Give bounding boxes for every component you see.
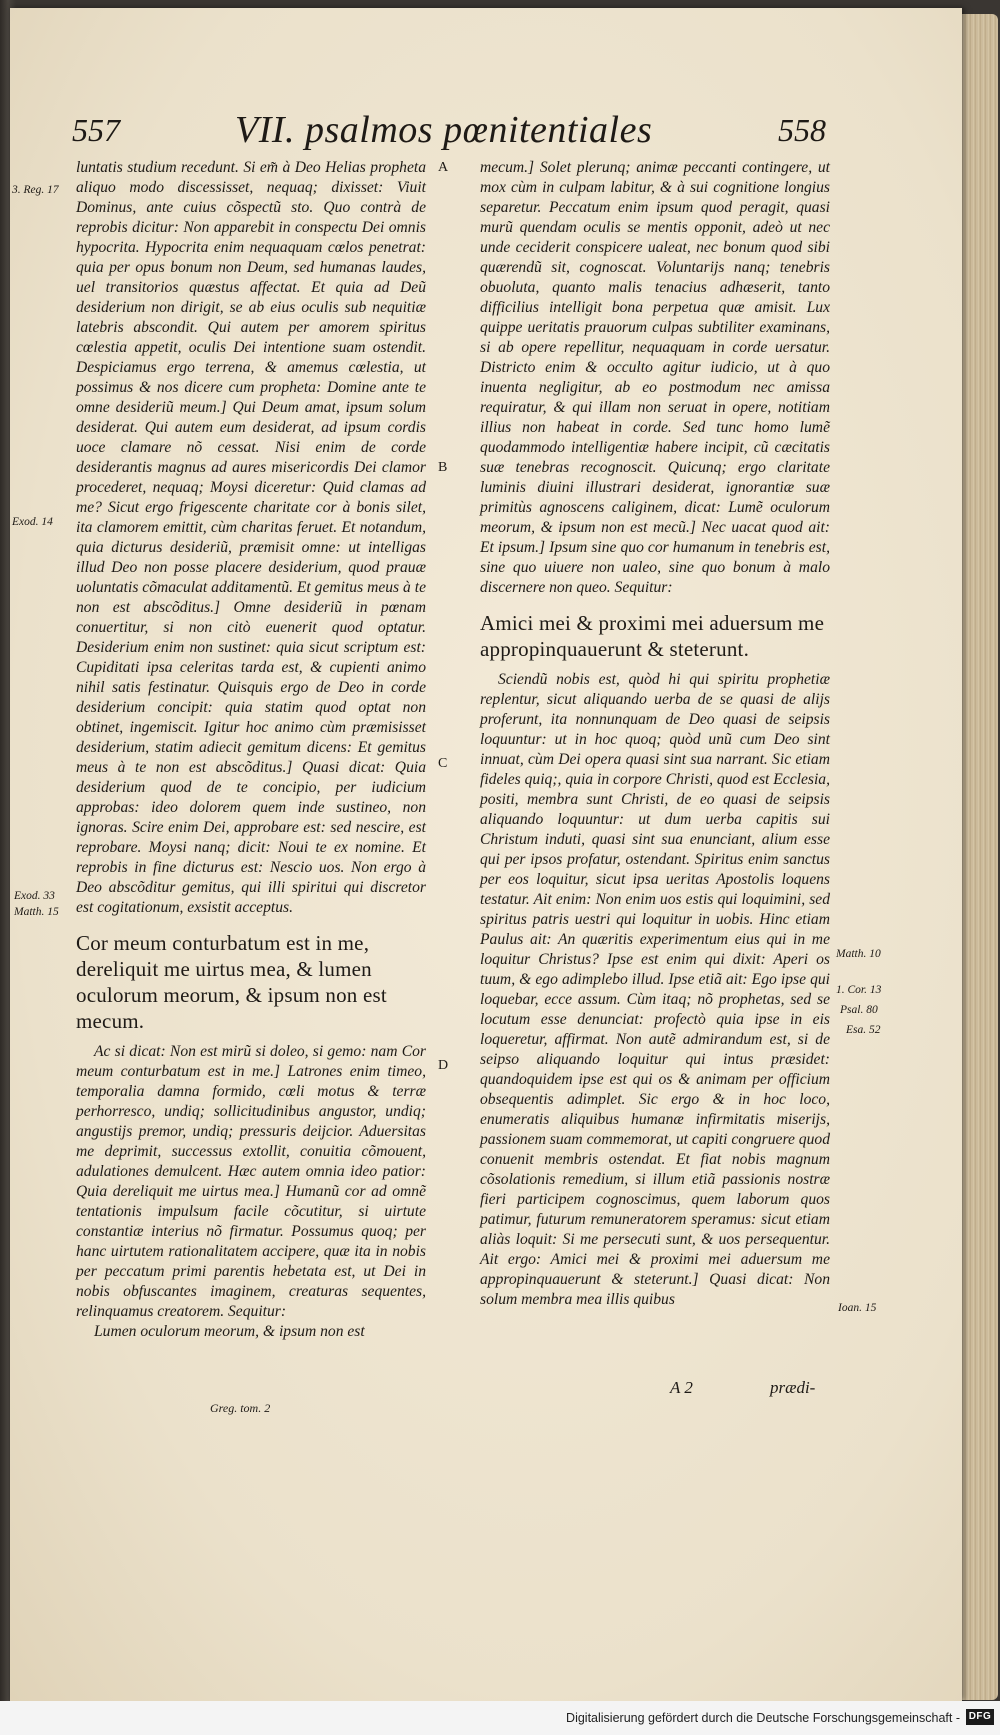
- dfg-logo: DFG: [966, 1709, 994, 1725]
- section-letter: C: [438, 756, 448, 771]
- margin-note-right: Esa. 52: [846, 1024, 881, 1036]
- funding-notice: Digitalisierung gefördert durch die Deutsche Forschungsgemeinschaft -: [566, 1711, 960, 1725]
- margin-note-left: Exod. 33: [14, 890, 55, 902]
- paragraph: mecum.] Solet plerunq; animæ peccanti contingere, ut mox cùm in culpam labitur, & à sui cognitione longius separetur. Peccatum enim ipsum quod peragit, quasi murũ quendam oculis se mentis opponit, adeò ut nec unde ceciderit conspicere ualeat, nec bonum quod sibi quærendũ sit, cognoscat. Voluntarijs nanq; tenebris obuoluta, quanto malis tenacius adhæserit, tanto difficilius intelligit bona perpetua quæ amisit. Lux quippe ueritatis prauorum culpas subtiliter examinans, si ab opere repellitur, nequaquam in corde uersatur. Districto enim & occulto agitur iudicio, ut à quo inuenta negligitur, ab eo postmodum nec amissa requiratur, & qui illam non seruat in opere, notitiam illius non habeat in corde. Sed tunc homo lumẽ quodammodo intelligentiæ habere incipit, cũ cæcitatis suæ tenebras recognoscit. Quicunq; ergo claritate luminis diuini illustrari desiderat, ignorantiæ suæ primitùs agnoscens caliginem, dicat: Lumẽ oculorum meorum, & ipsum non est mecũ.] Nec uacat quod ait: Et ipsum.] Ipsum sine quo cor humanum in tenebris est, sine quo uiuere non ualeo, sine quo bonum à malo discernere non queo. Sequitur:: [480, 159, 830, 596]
- verse-heading: Amici mei & proximi mei aduersum me appropinquauerunt & steterunt.: [480, 611, 825, 661]
- running-title: VII. psalmos pœnitentiales: [235, 109, 653, 151]
- margin-note-left: 3. Reg. 17: [12, 184, 59, 196]
- catchword: prædi-: [770, 1378, 816, 1397]
- margin-note-right: Matth. 10: [836, 948, 881, 960]
- folio-number-right: 558: [778, 112, 826, 148]
- page-header: [10, 108, 962, 154]
- catchword-line: Lumen oculorum meorum, & ipsum non est: [94, 1323, 365, 1340]
- margin-note-right: Ioan. 15: [838, 1302, 877, 1314]
- margin-note-left: Matth. 15: [14, 906, 59, 918]
- margin-note-left: Exod. 14: [12, 516, 53, 528]
- book-page: [10, 8, 962, 1701]
- paragraph: Sciendũ nobis est, quòd hi qui spiritu prophetiæ replentur, sicut aliquando uerba de se quasi de alijs proferunt, ita nonnunquam de Deo quasi de seipsis loquuntur: ut in hoc quoq; quòd unũ cum Deo sint innuat, cùm Dei opera quasi sint sua narrant. Sic etiam fideles quiq;, quia in corpore Christi, quod est Ecclesia, positi, membra sunt Christi, de eo quasi de seipsis aliquando loquuntur: ut dum uerba capitis sui Christum induti, quasi sint sua enunciant, alium esse qui per ipsos profatur, ostendant. Spiritus enim sanctus per eos loquitur, sicut ipsa ueritas Apostolis loquens testatur. Ait enim: Non enim uos estis qui loquimini, sed spiritus patris uestri qui loquitur in uobis. Hinc etiam Paulus ait: An quæritis experimentum eius qui in me loquitur Christus? Ipse est enim qui dixit: Aperi os tuum, & ego adimplebo illud. Ipse etiã ait: Ego ipse qui loquebar, ecce assum. Cùm itaq; nõ prophetas, sed se locutum esse denunciat: profectò quia ipse in eis loqueretur, affirmat. Non autẽ admirandum est, si de seipso aliquando loquitur qui intus præsidet: quandoquidem ipse est qui os & animam per officium obsequentis adimplet. Sic ergo & in hoc loco, enumeratis aliquibus humanæ infirmitatis miserijs, passionem suam commemorat, ut capiti congruere quod conuenit membris ostendat. Et fiat nobis magnum cõsolationis remedium, si illum etiã passionis nostræ fieri participem cognoscimus, quem laborum quos patimur, futurum remuneratorem speramus: sicut etiam aliàs loquit: Si me persecuti sunt, & uos persequentur. Ait ergo: Amici mei & proximi mei aduersum me appropinquauerunt & steterunt.] Quasi dicat: Non solum membra mea illis quibus: [480, 671, 830, 1308]
- section-letter: B: [438, 460, 448, 475]
- signature-mark: A 2: [670, 1378, 693, 1397]
- footer-bar: [0, 1701, 1000, 1735]
- margin-note-right: 1. Cor. 13: [836, 984, 882, 996]
- folio-number-left: 557: [72, 112, 120, 148]
- margin-note-right: Psal. 80: [840, 1004, 878, 1016]
- verse-heading: Cor meum conturbatum est in me, dereliquit me uirtus mea, & lumen oculorum meorum, & ipsum non est mecum.: [76, 931, 387, 1033]
- section-letter: D: [438, 1058, 449, 1073]
- text-column-left: [76, 158, 426, 1342]
- gathering-signature: Greg. tom. 2: [210, 1401, 271, 1415]
- page-edges: [962, 14, 998, 1700]
- paragraph: luntatis studium recedunt. Si em̃ à Deo Helias propheta aliquo modo discessisset, nequaq; dixisset: Viuit Dominus, ante cuius cõspectũ sto. Quo contrà de reprobis dicitur: Non apparebit in conspectu Dei omnis hypocrita. Hypocrita enim nequaquam cœlos penetrat: quia per opus bonum non Deum, sed humanas laudes, uel transitorios quæstus affectat. Et quia ad Deũ desiderium non dirigit, se ab eius oculis sub nequitiæ latebris abscondit. Qui autem per amorem spiritus cœlestia appetit, oculis Dei intentione suam ostendit. Despiciamus ergo terrena, & amemus cœlestia, ut possimus & nos dicere cum propheta: Domine ante te omne desideriũ meum.] Qui Deum amat, ipsum solum desiderat. Qui autem eum desiderat, ad ipsum cordis uoce clamare nõ cessat. Nisi enim de corde desiderantis magnus ad aures misericordis Dei clamor procederet, nequaq; Moysi diceretur: Quid clamas ad me? Sicut ergo frigescente charitate cor à bonis silet, ita clamorem emittit, cùm charitas feruet. Et notandum, quia dicturus desideriũ, præmisit omne: ut intelligas illud Deo non posse placere desiderium, quod prauæ uoluntatis cõmaculat additamentũ. Et gemitus meus à te non est abscõditus.] Omne desideriũ in pœnam conuertitur, si non citò euenerit quod optatur. Desiderium enim non sustinet: quia sicut scriptum est: Cupiditati ipsa celeritas tarda est, & cupienti animo nihil satis festinatur. Quisquis ergo de Deo in corde desiderium concipit: quia statim quod optat non obtinet, ingemiscit. Igitur hoc animo cùm præmisisset desiderium, statim adiecit gemitum dicens: Et gemitus meus à te non est abscõditus.] Quasi dicat: Quia desiderium quod de te concipio, per iudicium approbas: ideo dolorem quem inde sustineo, non ignoras. Scire enim Dei, approbare est: sed nescire, est reprobare. Moysi nanq; dicit: Noui te ex nomine. Et reprobis in fine dicturus est: Nescio uos. Non ergo à Deo abscõditur gemitus, qui illi spiritui qui discretor est cogitationum, exsistit acceptus.: [76, 159, 426, 916]
- text-column-right: [480, 158, 830, 1310]
- section-letter: A: [438, 160, 449, 175]
- paragraph: Ac si dicat: Non est mirũ si doleo, si gemo: nam Cor meum conturbatum est in me.] Latrones enim timeo, temporalia damna formido, cœli motus & terræ perhorresco, undiq; sollicitudinibus angustor, undiq; angustijs premor, undiq; pressuris deijcior. Aduersitas me deprimit, successus extollit, conuitia cõmouent, adulationes demulcent. Hæc autem omnia ideo patior: Quia dereliquit me uirtus mea.] Humanũ cor ad omnẽ tentationis impulsum facile cõcutitur, si uirtute constantiæ interius nõ firmatur. Possumus quoq; per hanc uirtutem rationalitatem accipere, quæ ita in nobis per peccatum primi parentis hebetata est, ut Dei in nobis obfuscantes imaginem, creaturas sequentes, relinquamus creatorem. Sequitur:: [76, 1043, 426, 1320]
